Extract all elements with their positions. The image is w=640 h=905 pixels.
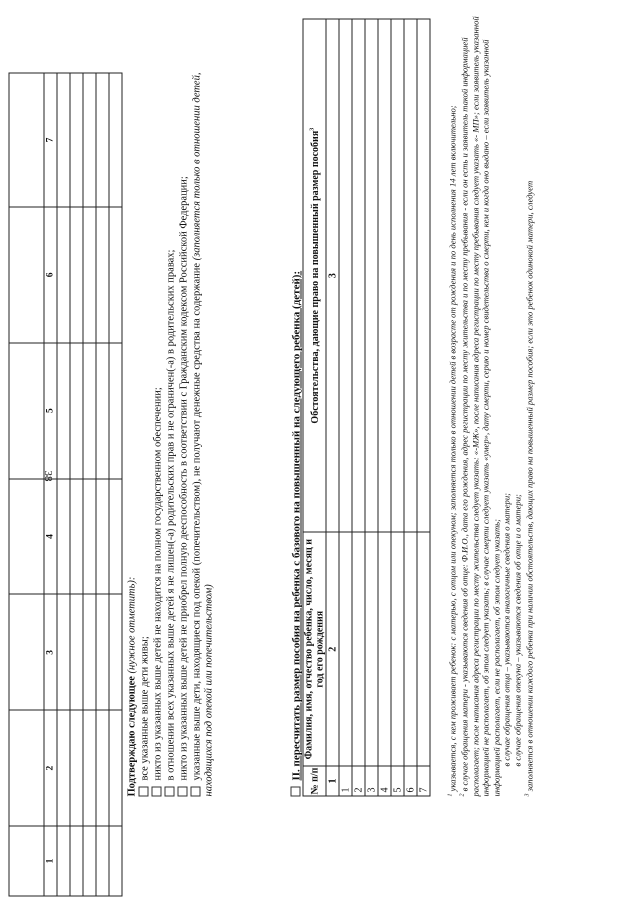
footnote: $^2$ в случае обращения матери - указываются сведения об отце: Ф.И.О., дата его рождения, адрес регистрации по месту жительства и по месту пребывания - если он есть и заявитель такой информацией располагает; после написания адреса регистрации по месту жительства следует указать: «-МЖ», после написания адреса регистрации по месту пребывания следует указать «- МП»; если заявитель указанной информацией не располагает, об этом следует указать; в случае смерти следует указать «умер», дату смерти, серию и номер свидетельства о смерти, кем и когда оно выдано – если заявитель указанной информацией располагает, если не располагает, об этом следует указать; [459, 16, 502, 797]
confirmation-option[interactable]: в отношении всех указанных выше детей я не лишен(-а) родительских прав и не ограничен(-а) в родительских правах; [165, 37, 178, 797]
footnote: в случае обращения отца – указываются аналогичные сведения о матери; [501, 492, 512, 767]
footnote: $^3$ заполняется в отношении каждого ребенка при наличии обстоятельств, дающих право на повышенный размер пособия; если это ребенок одинокой матери, следует [524, 180, 535, 797]
table-row [9, 73, 44, 896]
column-number: 5 [44, 343, 57, 479]
table-row [96, 73, 109, 896]
column-number: 4 [44, 479, 57, 595]
table-row: 5 [391, 19, 404, 796]
page-number: 38 [42, 470, 54, 482]
footnotes [446, 12, 536, 797]
rotated-page [1, 0, 640, 905]
column-index-row: 1 2 3 [326, 19, 339, 796]
checkbox[interactable] [152, 787, 162, 797]
checkbox[interactable] [191, 787, 201, 797]
checkbox[interactable] [291, 787, 301, 797]
checkbox[interactable] [165, 787, 175, 797]
table-row: 7 [417, 19, 430, 796]
section-heading: II. пересчитать размер пособия на ребенка с базового на повышенный на следующего ребенка (детей): [291, 271, 303, 797]
confirmation-option[interactable]: все указанные выше дети живы; [139, 37, 152, 797]
footnote: в случае обращения опекуна – указываются сведения об отце и о матери; [512, 494, 523, 767]
children-table [303, 19, 431, 797]
column-number: 2 [44, 710, 57, 826]
column-header: Обстоятельства, дающие право на повышенный размер пособия$^3$ [303, 19, 326, 532]
top-table [9, 73, 123, 897]
column-header: № п/п [303, 766, 326, 796]
table-row [83, 73, 96, 896]
table-row [57, 73, 70, 896]
confirmation-title: Подтверждаю следующее (нужное отметить): [126, 576, 138, 797]
column-number: 7 [44, 73, 57, 207]
confirmation-option[interactable]: указанные выше дети, находящиеся под опекой (попечительством), не получают денежные средства на содержание (заполняется только в отношении детей, находящихся под опекой или попечительством) [191, 72, 215, 797]
table-row: 6 [404, 19, 417, 796]
table-row [70, 73, 83, 896]
confirmation-option[interactable]: никто из указанных выше детей не приобрел полную дееспособность в соответствии с Гражданским кодексом Российской Федерации; [178, 37, 191, 797]
column-header: Фамилия, имя, отчество ребенка, число, месяц и год его рождения [303, 532, 326, 766]
table-row [109, 73, 122, 896]
table-row: 4 [378, 19, 391, 796]
table-row: 3 [365, 19, 378, 796]
column-number: 3 [44, 594, 57, 710]
checkbox[interactable] [139, 787, 149, 797]
table-row: 2 [352, 19, 365, 796]
column-number: 6 [44, 207, 57, 343]
table-row: 1 [339, 19, 352, 796]
confirmation-option[interactable]: никто из указанных выше детей не находится на полном государственном обеспечении; [152, 37, 165, 797]
footnote: $^1$ указывается, с кем проживает ребенок: с матерью, с отцом или опекуном; заполняется только в отношении детей в возрасте от рождения и по день исполнения 14 лет включительно; [447, 105, 458, 797]
confirmation-block [127, 37, 216, 797]
checkbox[interactable] [178, 787, 188, 797]
table-header-row [303, 19, 326, 796]
column-number: 1 [44, 826, 57, 896]
